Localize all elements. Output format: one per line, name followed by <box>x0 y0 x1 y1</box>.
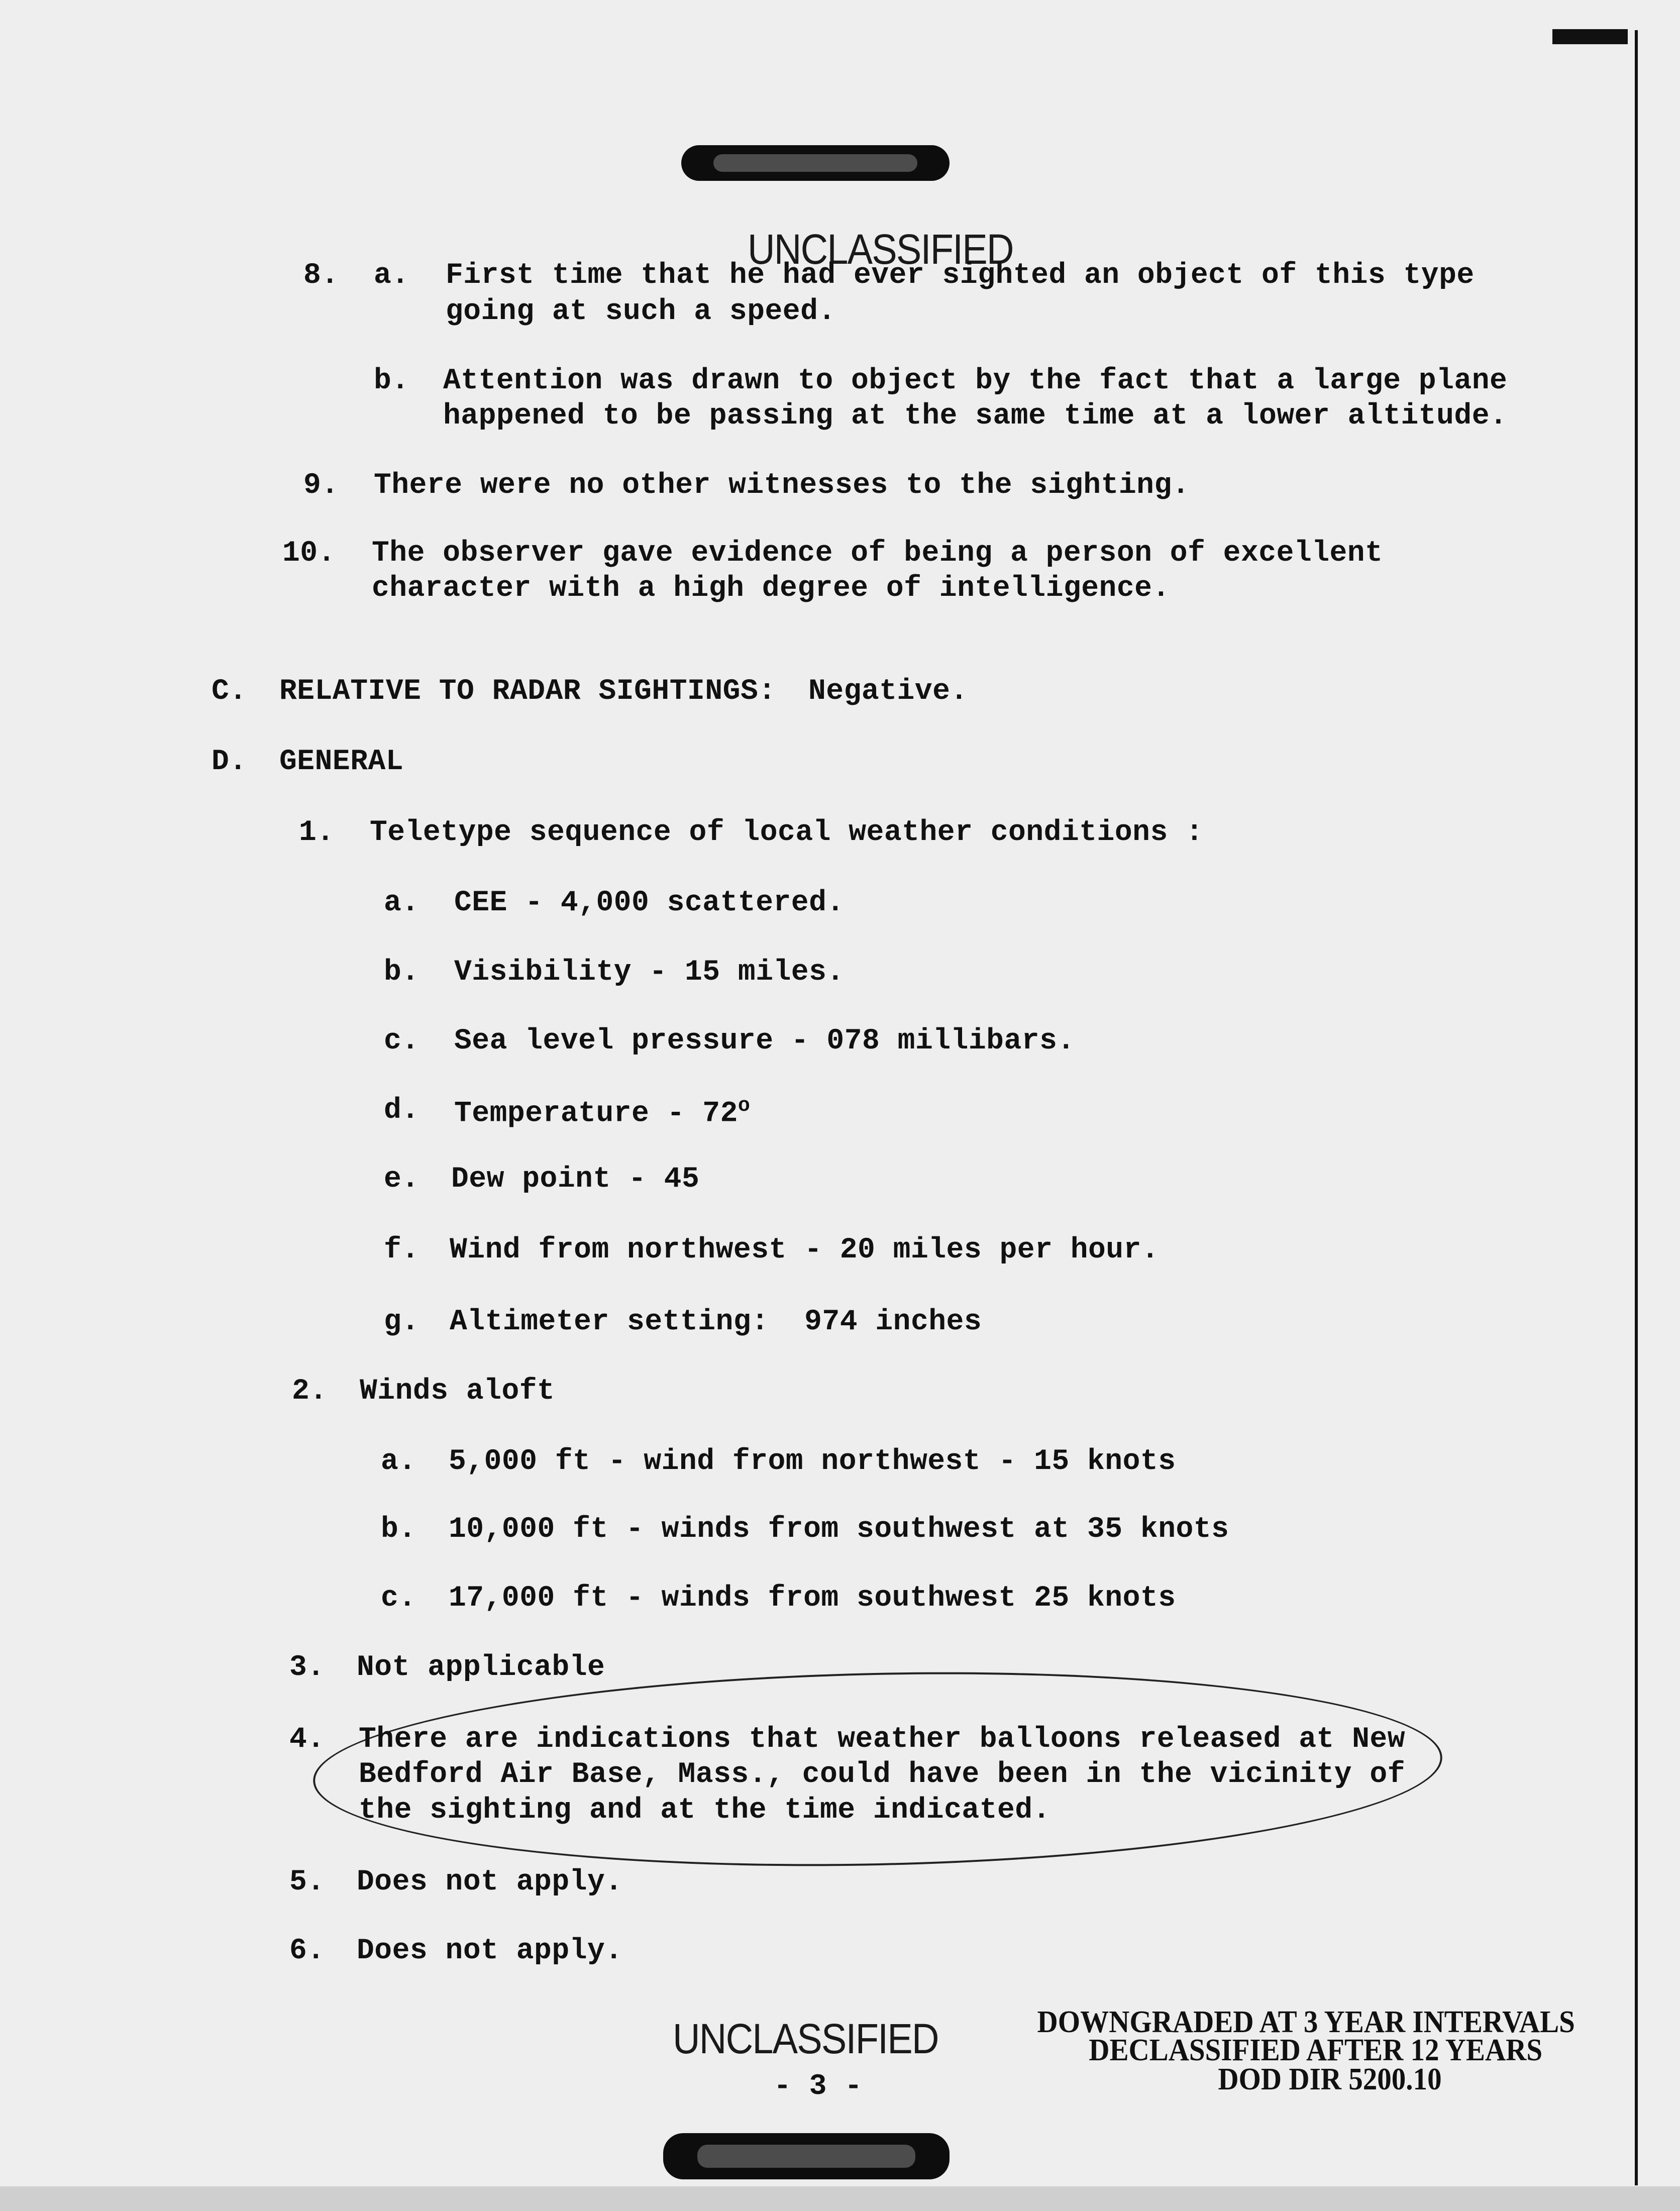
item-number: 6. <box>289 1935 325 1967</box>
item-text: There were no other witnesses to the sighting. <box>374 469 1190 502</box>
section-title: RELATIVE TO RADAR SIGHTINGS: <box>279 675 776 708</box>
entry-text: Dew point - 45 <box>451 1163 700 1196</box>
scan-border <box>0 2186 1680 2211</box>
page-edge-line <box>1635 30 1638 2185</box>
entry-text: CEE - 4,000 scattered. <box>454 887 845 919</box>
classification-stamp-bottom: UNCLASSIFIED <box>673 2015 938 2062</box>
section-title: GENERAL <box>279 746 404 778</box>
item-title: Teletype sequence of local weather conditions : <box>370 816 1204 849</box>
item-text: First time that he had ever sighted an object of this type <box>446 259 1475 292</box>
item-label: b. <box>374 365 409 397</box>
entry-text: Sea level pressure - 078 millibars. <box>454 1025 1075 1058</box>
corner-mark <box>1552 29 1628 44</box>
entry-text: 10,000 ft - winds from southwest at 35 knots <box>449 1513 1229 1546</box>
entry-label: f. <box>384 1234 419 1267</box>
entry-text: 17,000 ft - winds from southwest 25 knots <box>449 1582 1176 1615</box>
entry-label: d. <box>384 1094 419 1127</box>
degree-mark: o <box>738 1095 751 1117</box>
entry-text: Wind from northwest - 20 miles per hour. <box>450 1234 1160 1267</box>
item-number: 8. <box>303 259 339 292</box>
entry-label: g. <box>384 1306 419 1338</box>
item-number: 5. <box>289 1866 325 1899</box>
item-label: a. <box>374 259 409 292</box>
item-text: Does not apply. <box>357 1866 623 1899</box>
item-number: 4. <box>289 1723 325 1756</box>
item-text: character with a high degree of intelligence. <box>372 572 1170 605</box>
item-text: Not applicable <box>357 1651 605 1684</box>
entry-label: a. <box>384 887 419 919</box>
downgrade-notice-line: DECLASSIFIED AFTER 12 YEARS <box>1089 2033 1543 2067</box>
item-number: 3. <box>289 1651 325 1684</box>
item-text: happened to be passing at the same time at a lower altitude. <box>443 400 1508 433</box>
downgrade-notice-line: DOWNGRADED AT 3 YEAR INTERVALS <box>1037 2005 1575 2039</box>
section-label: C. <box>212 675 247 708</box>
entry-text: Altimeter setting: 974 inches <box>450 1306 982 1338</box>
temperature-value: Temperature - 72 <box>454 1097 738 1130</box>
redacted-marking-top <box>681 145 950 181</box>
item-number: 1. <box>299 816 335 849</box>
downgrade-notice-line: DOD DIR 5200.10 <box>1218 2062 1442 2096</box>
section-value: Negative. <box>808 675 968 708</box>
entry-label: c. <box>384 1025 419 1058</box>
item-text: There are indications that weather balloons released at New <box>359 1723 1406 1756</box>
item-text: The observer gave evidence of being a person of excellent <box>372 537 1383 570</box>
item-text: Does not apply. <box>357 1935 623 1967</box>
item-number: 9. <box>303 469 339 502</box>
entry-label: c. <box>381 1582 416 1615</box>
redacted-marking-bottom <box>663 2133 950 2179</box>
entry-text: 5,000 ft - wind from northwest - 15 knots <box>449 1445 1176 1478</box>
classification-stamp-top: UNCLASSIFIED <box>748 226 1013 273</box>
item-text: Attention was drawn to object by the fact that a large plane <box>443 365 1508 397</box>
entry-text <box>454 1096 750 1128</box>
item-text: going at such a speed. <box>446 295 836 328</box>
entry-label: b. <box>381 1513 416 1546</box>
item-number: 10. <box>282 537 336 570</box>
item-text: Bedford Air Base, Mass., could have been in the vicinity of <box>359 1758 1406 1791</box>
item-title: Winds aloft <box>360 1375 555 1408</box>
entry-label: e. <box>384 1163 419 1196</box>
section-label: D. <box>212 746 247 778</box>
item-text: the sighting and at the time indicated. <box>359 1794 1051 1827</box>
entry-label: a. <box>381 1445 416 1478</box>
page-number: - 3 - <box>774 2070 863 2103</box>
item-number: 2. <box>292 1375 328 1408</box>
entry-text: Visibility - 15 miles. <box>454 956 845 989</box>
entry-label: b. <box>384 956 419 989</box>
